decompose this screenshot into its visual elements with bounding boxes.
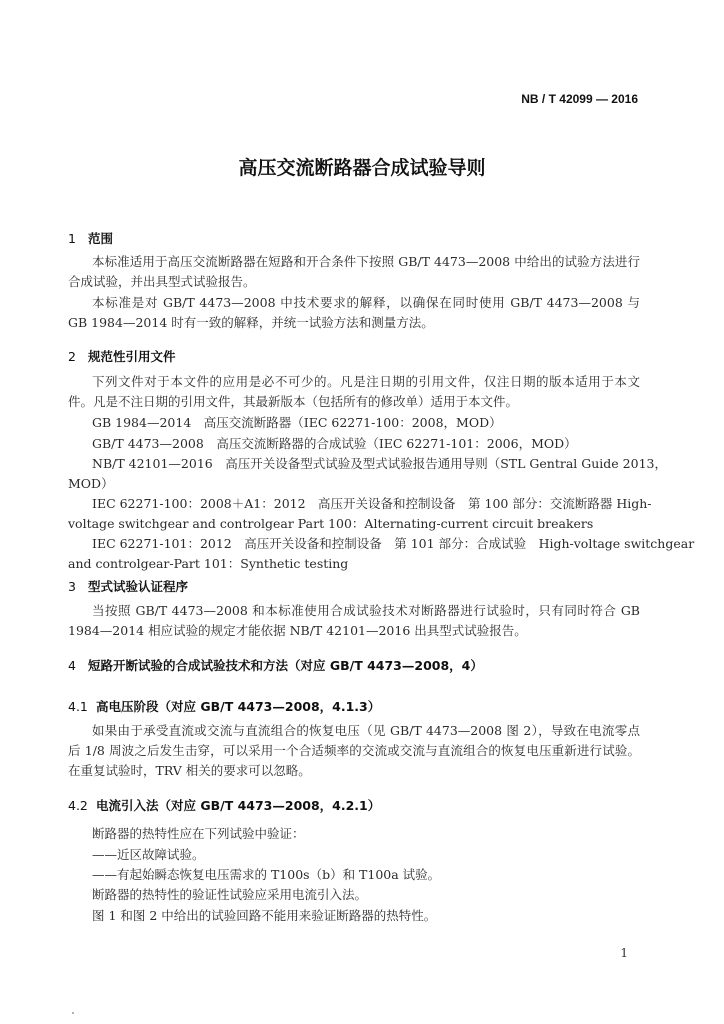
reference-iec62271-100-cont: voltage switchgear and controlgear Part 100：Alternating-current circuit breakers bbox=[68, 516, 594, 531]
scan-speck bbox=[72, 1012, 74, 1014]
section-title: 型式试验认证程序 bbox=[88, 579, 189, 594]
section-4-2-heading bbox=[68, 796, 380, 814]
reference-gb1984: GB 1984—2014 高压交流断路器（IEC 62271-100：2008，MOD） bbox=[92, 415, 502, 430]
section-number: 1 bbox=[68, 231, 76, 246]
reference-nbt42101-cont: MOD） bbox=[68, 476, 114, 491]
section-number: 2 bbox=[68, 349, 76, 364]
section-4-2-line-4: 断路器的热特性的验证性试验应采用电流引入法。 bbox=[92, 887, 368, 902]
section-4-1-heading bbox=[68, 697, 380, 715]
section-1-paragraph-1: 本标准适用于高压交流断路器在短路和开合条件下按照 GB/T 4473—2008 中给出的试验方法进行合成试验，并出具型式试验报告。 bbox=[68, 254, 640, 289]
section-3-heading bbox=[68, 577, 188, 595]
section-2-heading bbox=[68, 347, 176, 365]
section-4-1-paragraph-1: 如果由于承受直流或交流与直流组合的恢复电压（见 GB/T 4473—2008 图 2），导致在电流零点后 1/8 周波之后发生击穿，可以采用一个合适频率的交流或交流与直流组合的恢复电压重新进行试验。在重复试验时，TRV 相关的要求可以忽略。 bbox=[68, 723, 640, 778]
section-title: 短路开断试验的合成试验技术和方法（对应 GB/T 4473—2008，4） bbox=[88, 658, 483, 673]
section-number: 4.2 bbox=[68, 798, 88, 813]
reference-iec62271-101: IEC 62271-101：2012 高压开关设备和控制设备 第 101 部分：合成试验 High-voltage switchgear bbox=[92, 536, 695, 551]
section-4-2-line-1: 断路器的热特性应在下列试验中验证： bbox=[92, 826, 305, 841]
section-4-2-line-5: 图 1 和图 2 中给出的试验回路不能用来验证断路器的热特性。 bbox=[92, 908, 437, 923]
section-title: 规范性引用文件 bbox=[88, 349, 176, 364]
reference-gbt4473: GB/T 4473—2008 高压交流断路器的合成试验（IEC 62271-101：2006，MOD） bbox=[92, 436, 577, 451]
section-4-2-line-2: ——近区故障试验。 bbox=[92, 847, 205, 862]
standard-code: NB / T 42099 — 2016 bbox=[521, 92, 638, 106]
section-title: 高电压阶段（对应 GB/T 4473—2008，4.1.3） bbox=[96, 699, 381, 714]
section-3-paragraph-1: 当按照 GB/T 4473—2008 和本标准使用合成试验技术对断路器进行试验时，只有同时符合 GB 1984—2014 相应试验的规定才能依据 NB/T 42101—2016 出具型式试验报告。 bbox=[68, 603, 640, 638]
section-4-2-line-3: ——有起始瞬态恢复电压需求的 T100s（b）和 T100a 试验。 bbox=[92, 867, 441, 882]
document-title: 高压交流断路器合成试验导则 bbox=[238, 157, 486, 179]
reference-iec62271-101-cont: and controlgear-Part 101：Synthetic testing bbox=[68, 556, 349, 571]
section-title: 范围 bbox=[88, 231, 114, 246]
reference-iec62271-100: IEC 62271-100：2008＋A1：2012 高压开关设备和控制设备 第 100 部分：交流断路器 High- bbox=[92, 496, 652, 511]
page-number: 1 bbox=[620, 946, 628, 960]
section-number: 3 bbox=[68, 579, 76, 594]
section-1-heading bbox=[68, 229, 113, 247]
section-number: 4.1 bbox=[68, 699, 88, 714]
section-1-paragraph-2: 本标准是对 GB/T 4473—2008 中技术要求的解释，以确保在同时使用 GB/T 4473—2008 与 GB 1984—2014 时有一致的解释，并统一试验方法和测量方法。 bbox=[68, 295, 640, 330]
section-4-heading bbox=[68, 656, 483, 674]
section-number: 4 bbox=[68, 658, 76, 673]
section-2-paragraph-1: 下列文件对于本文件的应用是必不可少的。凡是注日期的引用文件，仅注日期的版本适用于本文件。凡是不注日期的引用文件，其最新版本（包括所有的修改单）适用于本文件。 bbox=[68, 374, 640, 409]
section-title: 电流引入法（对应 GB/T 4473—2008，4.2.1） bbox=[96, 798, 381, 813]
reference-nbt42101: NB/T 42101—2016 高压开关设备型式试验及型式试验报告通用导则（STL Gentral Guide 2013， bbox=[92, 456, 667, 471]
